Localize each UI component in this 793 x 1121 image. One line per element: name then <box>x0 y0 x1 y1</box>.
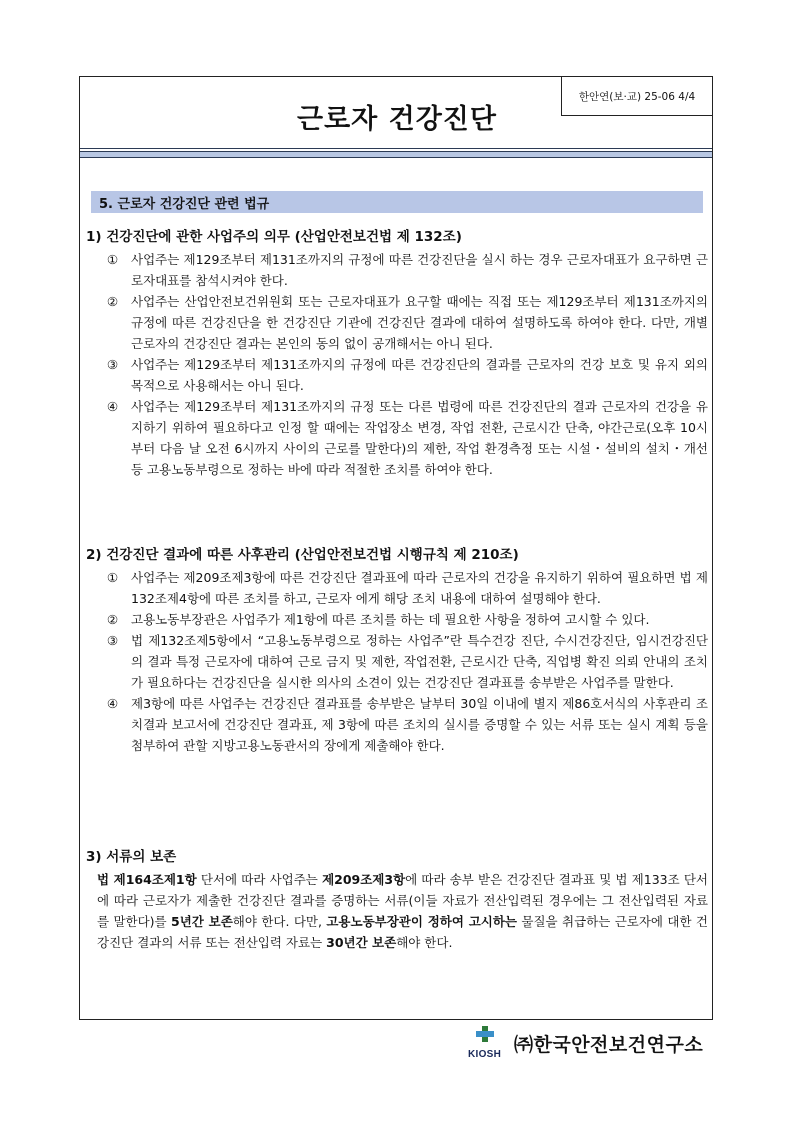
bold-text-segment: 고용노동부장관이 정하여 고시하는 <box>326 914 518 929</box>
company-name: ㈜한국안전보건연구소 <box>514 1033 704 1056</box>
text-segment: 에 따라 송부 받은 건강진단 결과표 및 법 제133조 단서에 따라 근로자가 제출한 건강진단 결과를 증명하는 서류(이들 자료가 전산입력된 경우에는 그 전산입력된 자료를 말한다)를 <box>97 872 708 929</box>
company-logo <box>468 1026 512 1060</box>
bold-text-segment: 30년간 보존 <box>326 935 397 950</box>
item-number: ④ <box>106 399 119 414</box>
item-text: 사업주는 제129조부터 제131조까지의 규정에 따른 건강진단을 실시 하는 경우 근로자대표가 요구하면 근로자대표를 참석시켜야 한다. <box>131 252 708 288</box>
list-item <box>86 396 708 480</box>
part2-heading: 2) 건강진단 결과에 따른 사후관리 (산업안전보건법 시행규칙 제 210조) <box>86 547 519 563</box>
item-text: 사업주는 제129조부터 제131조까지의 규정에 따른 건강진단의 결과를 근로자의 건강 보호 및 유지 외의 목적으로 사용해서는 아니 된다. <box>131 357 708 393</box>
divider-bar <box>80 151 712 158</box>
item-text: 제3항에 따른 사업주는 건강진단 결과표를 송부받은 날부터 30일 이내에 별지 제86호서식의 사후관리 조치결과 보고서에 건강진단 결과표, 제 3항에 따른 조치의 실시를 증명할 수 있는 서류 또는 실시 계획 등을 첨부하여 관할 지방고용노동관서의 장에게 제출해야 한다. <box>131 696 708 753</box>
item-text: 사업주는 제209조제3항에 따른 건강진단 결과표에 따라 근로자의 건강을 유지하기 위하여 필요하면 법 제132조제4항에 따른 조치를 하고, 근로자 에게 해당 조치 내용에 대하여 설명해야 한다. <box>131 570 708 606</box>
item-text: 법 제132조제5항에서 “고용노동부령으로 정하는 사업주”란 특수건강 진단, 수시건강진단, 임시건강진단의 결과 특정 근로자에 대하여 근로 금지 및 제한, 작업전환, 근로시간 단축, 직업병 확진 의뢰 안내의 조치가 필요하다는 건강진단을 실시한 의사의 소견이 있는 건강진단 결과표를 송부받은 사업주를 말한다. <box>131 633 708 690</box>
section-heading: 5. 근로자 건강진단 관련 법규 <box>91 191 703 213</box>
list-item <box>86 249 708 291</box>
list-item <box>86 354 708 396</box>
part1-list <box>86 249 708 480</box>
item-number: ① <box>106 252 119 267</box>
page-title: 근로자 건강진단 <box>297 104 497 135</box>
footer <box>468 1026 703 1060</box>
text-segment: 해야 한다. <box>396 935 453 950</box>
item-number: ② <box>106 612 119 627</box>
item-number: ④ <box>106 696 119 711</box>
item-text: 사업주는 산업안전보건위원회 또는 근로자대표가 요구할 때에는 직접 또는 제129조부터 제131조까지의 규정에 따른 건강진단을 한 건강진단 기관에 건강진단 결과에 대하여 설명하도록 하여야 한다. 다만, 개별 근로자의 건강진단 결과는 본인의 동의 없이 공개해서는 아니 된다. <box>131 294 708 351</box>
bold-text-segment: 법 제164조제1항 <box>97 872 197 887</box>
part3-block <box>86 847 708 953</box>
item-number: ② <box>106 294 119 309</box>
document-frame <box>79 76 713 1020</box>
logo-cross-horizontal <box>476 1031 494 1037</box>
part2-list <box>86 567 708 756</box>
list-item <box>86 630 708 693</box>
part3-paragraph <box>86 869 708 953</box>
text-segment: 단서에 따라 사업주는 <box>196 872 323 887</box>
text-segment: 해야 한다. 다만, <box>232 914 327 929</box>
part2-block <box>86 545 708 756</box>
list-item <box>86 693 708 756</box>
part3-heading: 3) 서류의 보존 <box>86 849 177 865</box>
item-text: 사업주는 제129조부터 제131조까지의 규정 또는 다른 법령에 따른 건강진단의 결과 근로자의 건강을 유지하기 위하여 필요하다고 인정 할 때에는 작업장소 변경, 작업 전환, 근로시간 단축, 야간근로(오후 10시부터 다음 날 오전 6시까지 사이의 근로를 말한다)의 제한, 작업 환경측정 또는 시설・설비의 설치・개선 등 고용노동부령으로 정하는 바에 따라 적절한 조치를 하여야 한다. <box>131 399 708 477</box>
text-segment: 물질을 취급하는 근로자에 대한 건강진단 결과의 서류 또는 전산입력 자료는 <box>97 914 708 950</box>
item-number: ① <box>106 570 119 585</box>
item-text: 고용노동부장관은 사업주가 제1항에 따른 조치를 하는 데 필요한 사항을 정하여 고시할 수 있다. <box>131 612 650 627</box>
bold-text-segment: 제209조제3항 <box>322 872 406 887</box>
part1-block <box>86 227 708 480</box>
bold-text-segment: 5년간 보존 <box>171 914 233 929</box>
list-item <box>86 609 708 630</box>
part1-heading: 1) 건강진단에 관한 사업주의 의무 (산업안전보건법 제 132조) <box>86 229 462 245</box>
list-item <box>86 567 708 609</box>
logo-text: KIOSH <box>468 1049 502 1060</box>
item-number: ③ <box>106 633 119 648</box>
list-item <box>86 291 708 354</box>
item-number: ③ <box>106 357 119 372</box>
divider-line <box>80 148 712 149</box>
document-code: 한안연(보·교) 25-06 4/4 <box>561 76 713 116</box>
